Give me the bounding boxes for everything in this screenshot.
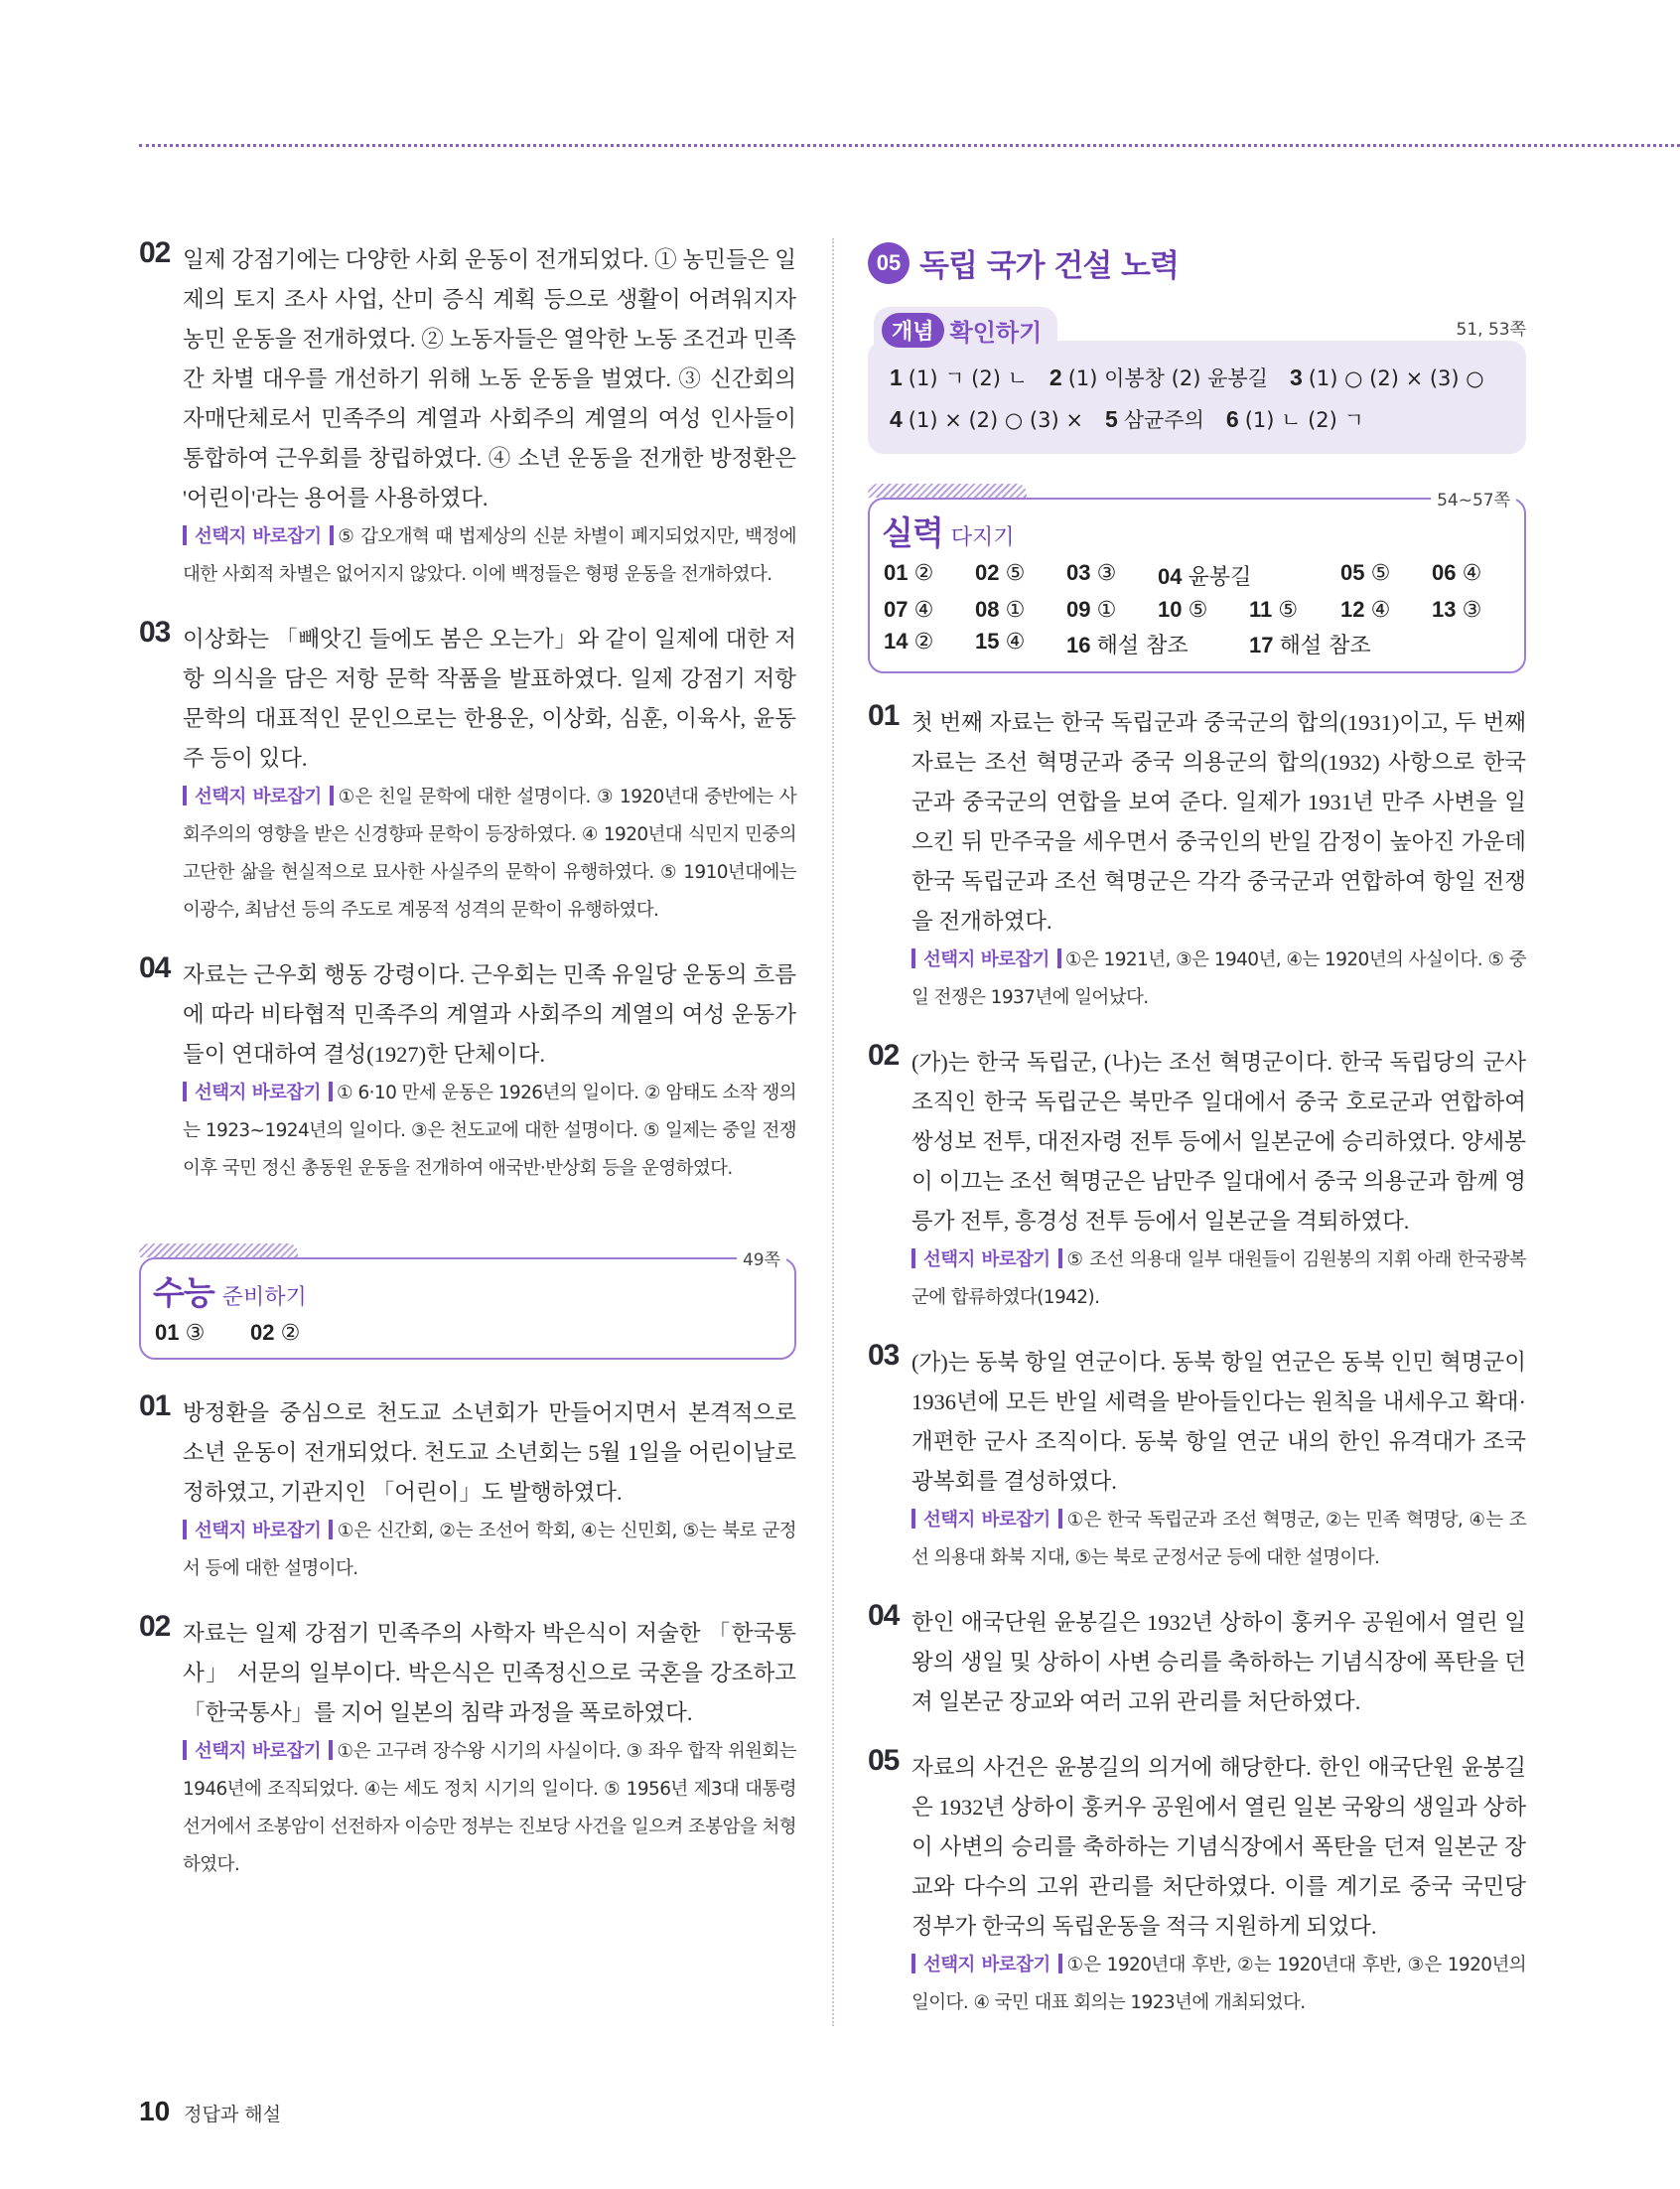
suneung-hatch [139,1243,298,1257]
suneung-title: 수능 [153,1273,214,1312]
answer-number: 04 [1158,564,1183,589]
question-item [139,1610,796,1884]
section-header [868,240,1526,285]
answer-number: 13 [1432,597,1457,622]
answer-value: ④ [1370,598,1391,623]
concept-row-2 [890,404,1364,434]
tag-bar-right [329,1082,333,1101]
page-footer [139,2096,281,2127]
tag-bar-right [1058,1954,1062,1973]
suneung-page-ref: 49쪽 [737,1245,786,1270]
answer-item [1066,629,1249,659]
question-item [139,951,797,1188]
answer-value: ⑤ [1005,561,1026,586]
question-item [868,1744,1526,2022]
tag-bar-left [183,1082,187,1101]
tag-text: 선택지 바로잡기 [923,949,1050,970]
answer-value: ③ [185,1321,206,1346]
answer-number: 05 [1340,560,1365,585]
tag-bar-left [911,1954,915,1973]
tag-text: 선택지 바로잡기 [923,1510,1050,1531]
answer-number: 01 [155,1320,180,1345]
tag-bar-right [330,786,334,805]
right-column [868,240,1526,2048]
choice-correction-tag [911,1249,1062,1270]
question-explanation: (가)는 한국 독립군, (나)는 조선 혁명군이다. 한국 독립당의 군사 조직인 한국 독립군은 북만주 일대에서 중국 호로군과 연합하여 쌍성보 전투, 대전자령 전투 등에서 일본군에 승리하였다. 양세봉이 이끄는 조선 혁명군은 남만주 일대에서 중국 의용군과 함께 영릉가 전투, 흥경성 전투 등에서 일본군을 격퇴하였다. [911,1050,1526,1234]
choice-correction-tag [911,1955,1062,1975]
choice-correction-text: ①은 신간회, ②는 조선어 학회, ④는 신민회, ⑤는 북로 군정서 등에 대한 설명이다. [183,1521,796,1579]
concept-answer [1290,366,1484,390]
concept-answer-value: 삼균주의 [1123,408,1204,432]
question-item [868,1039,1526,1317]
suneung-box [139,1250,796,1360]
choice-correction [911,1947,1526,2022]
answer-value: ④ [1005,630,1026,655]
answer-value: ⑤ [1188,598,1208,623]
answer-item [1158,597,1249,623]
answer-item [1066,597,1158,623]
answer-number: 12 [1340,597,1365,622]
right-question-list [868,699,1526,2022]
tag-bar-right [1057,949,1061,968]
answer-value: ④ [1462,561,1482,586]
answer-value: ⑤ [1278,598,1299,623]
question-explanation: 자료의 사건은 윤봉길의 의거에 해당한다. 한인 애국단원 윤봉길은 1932년 상하이 훙커우 공원에서 열린 일본 국왕의 생일과 상하이 사변의 승리를 축하하는 기념식장에서 폭탄을 던져 일본군 장교와 다수의 고위 관리를 처단하였다. 이를 계기로 중국 국민당 정부가 한국의 독립운동을 적극 지원하게 되었다. [911,1755,1526,1939]
question-number: 05 [868,1744,900,1777]
answer-value: ④ [913,598,934,623]
choice-correction [183,1075,796,1188]
answer-item [1249,629,1432,659]
question-number: 02 [868,1039,900,1072]
answer-item [975,597,1066,623]
question-explanation: 한인 애국단원 윤봉길은 1932년 상하이 훙커우 공원에서 열린 일왕의 생일 및 상하이 사변 승리를 축하하는 기념식장에 폭탄을 던져 일본군 장교와 여러 고위 관리를 처단하였다. [911,1610,1526,1714]
choice-correction-tag [183,1521,333,1541]
answer-number: 02 [975,560,1000,585]
question-item [868,699,1526,1017]
question-number: 04 [139,951,171,984]
concept-answer-value: (1) 이봉창 (2) 윤봉길 [1067,366,1268,390]
answer-number: 09 [1066,597,1091,622]
tag-text: 선택지 바로잡기 [195,526,322,547]
question-explanation: 이상화는 「빼앗긴 들에도 봄은 오는가」와 같이 일제에 대한 저항 의식을 담은 저항 문학 작품을 발표하였다. 일제 강점기 저항 문학의 대표적인 문인으로는 한용운, 이상화, 심훈, 이육사, 윤동주 등이 있다. [183,627,796,771]
answer-number: 17 [1249,633,1274,657]
question-number: 01 [139,1389,171,1422]
concept-check-box [868,307,1526,454]
suneung-answer-grid [141,1314,794,1358]
concept-answer [1050,366,1268,390]
concept-answer [890,408,1083,432]
tag-bar-right [1058,1509,1062,1529]
tag-bar-left [183,786,187,805]
answer-item [1340,560,1432,591]
choice-correction [183,518,796,594]
answer-item [884,597,975,623]
skill-title: 실력 [882,513,943,552]
concept-row-1 [890,363,1484,392]
column-divider [832,238,834,2026]
question-number: 01 [868,699,900,732]
concept-answer-number: 6 [1225,406,1239,432]
question-item [139,236,796,594]
concept-answer [890,366,1028,390]
answer-number: 03 [1066,560,1091,585]
question-number: 04 [868,1599,900,1632]
answer-number: 11 [1249,597,1273,622]
answer-number: 16 [1066,633,1091,657]
choice-correction-tag [911,1510,1062,1531]
choice-correction-text: ⑤ 갑오개혁 때 법제상의 신분 차별이 폐지되었지만, 백정에 대한 사회적 차별은 없어지지 않았다. 이에 백정들은 형평 운동을 전개하였다. [183,526,796,585]
concept-answer-value: (1) ○ (2) × (3) ○ [1308,366,1484,390]
answer-value: ② [913,561,934,586]
choice-correction [183,1513,796,1588]
choice-correction-text: ①은 1921년, ③은 1940년, ④는 1920년의 사실이다. ⑤ 중일 전쟁은 1937년에 일어났다. [911,949,1526,1008]
skill-subtitle: 다지기 [950,525,1015,550]
concept-answer [1105,408,1204,432]
question-number: 03 [139,616,171,649]
concept-answer [1226,408,1364,432]
tag-bar-left [183,1740,187,1760]
tag-bar-left [911,1248,915,1268]
question-number: 02 [139,1610,171,1643]
answer-item [975,629,1066,659]
choice-correction-text: ①은 고구려 장수왕 시기의 사실이다. ③ 좌우 합작 위원회는 1946년에 조직되었다. ④는 세도 정치 시기의 일이다. ⑤ 1956년 제3대 대통령 선거에서 조봉암이 선전하자 이승만 정부는 진보당 사건을 일으켜 조봉암을 처형하였다. [183,1741,796,1875]
question-explanation: 첫 번째 자료는 한국 독립군과 중국군의 합의(1931)이고, 두 번째 자료는 조선 혁명군과 중국 의용군의 합의(1932) 사항으로 한국군과 중국군의 연합을 보여 준다. 일제가 1931년 만주 사변을 일으킨 뒤 만주국을 세우면서 중국인의 반일 감정이 높아진 가운데 한국 독립군과 조선 혁명군은 각각 중국군과 연합하여 항일 전쟁을 전개하였다. [911,710,1526,934]
skill-hatch [868,484,1027,498]
top-dotted-rule [139,144,1680,147]
skill-page-ref: 54~57쪽 [1431,486,1516,511]
answer-number: 07 [884,597,909,622]
answer-number: 14 [884,629,909,654]
concept-answer-number: 5 [1104,406,1118,432]
question-explanation: 방정환을 중심으로 천도교 소년회가 만들어지면서 본격적으로 소년 운동이 전개되었다. 천도교 소년회는 5월 1일을 어린이날로 정하였고, 기관지인 「어린이」도 발행하였다. [183,1400,796,1505]
answer-number: 01 [884,560,909,585]
choice-correction-text: ①은 1920년대 후반, ②는 1920년대 후반, ③은 1920년의 일이다. ④ 국민 대표 회의는 1923년에 개최되었다. [911,1955,1526,2013]
skill-frame [868,491,1526,673]
choice-correction-tag [183,1741,333,1762]
skill-answer-grid [870,554,1524,671]
concept-page-ref: 51, 53쪽 [1456,320,1526,340]
answer-value: ⑤ [1370,561,1391,586]
choice-correction-tag [183,1083,333,1103]
section-badge: 05 [868,242,910,284]
concept-answer-number: 3 [1289,365,1303,390]
choice-correction-text: ⑤ 조선 의용대 일부 대원들이 김원봉의 지휘 아래 한국광복군에 합류하였다(1942). [911,1249,1526,1308]
answer-item [1249,597,1340,623]
tag-text: 선택지 바로잡기 [195,1083,321,1103]
left-question-list [139,236,797,1188]
question-item [139,1389,796,1588]
suneung-subtitle: 준비하기 [221,1285,307,1310]
answer-value: 해설 참조 [1096,634,1189,658]
suneung-frame [139,1250,796,1360]
concept-answer-number: 4 [890,406,903,432]
answer-value: ① [1096,598,1117,623]
concept-box-body [868,341,1526,454]
question-item [139,616,796,930]
choice-correction-tag [183,787,334,807]
suneung-question-list [139,1389,796,1884]
tag-bar-left [183,1520,187,1539]
answer-item [1158,560,1340,591]
left-column [139,236,797,1910]
answer-item [975,560,1066,591]
choice-correction [183,1733,796,1884]
choice-correction-tag [911,949,1061,970]
concept-answer-value: (1) × (2) ○ (3) × [908,408,1083,432]
answer-value: ② [913,630,934,655]
page-number: 10 [139,2096,171,2126]
answer-number: 08 [975,597,1000,622]
answer-number: 10 [1158,597,1183,622]
skill-header [870,500,1524,554]
tag-bar-left [183,525,187,545]
answer-number: 15 [975,629,1000,654]
tag-bar-left [911,949,915,968]
answer-item [1066,560,1158,591]
tag-text: 선택지 바로잡기 [195,1741,322,1762]
choice-correction [911,1241,1526,1317]
concept-answer-value: (1) ㄴ (2) ㄱ [1244,408,1364,432]
tag-text: 선택지 바로잡기 [195,1521,322,1541]
concept-answer-number: 2 [1049,365,1062,390]
question-number: 02 [139,236,171,269]
answer-item [1432,597,1523,623]
question-explanation: 자료는 근우회 행동 강령이다. 근우회는 민족 유일당 운동의 흐름에 따라 비타협적 민족주의 계열과 사회주의 계열의 여성 운동가들이 연대하여 결성(1927)한 단체이다. [183,962,796,1067]
answer-item [250,1320,346,1346]
choice-correction [911,1502,1526,1577]
question-explanation: (가)는 동북 항일 연군이다. 동북 항일 연군은 동북 인민 혁명군이 1936년에 모든 반일 세력을 받아들인다는 원칙을 내세우고 확대·개편한 군사 조직이다. 동북 항일 연군 내의 한인 유격대가 조국 광복회를 결성하였다. [911,1350,1526,1494]
question-explanation: 자료는 일제 강점기 민족주의 사학자 박은식이 저술한 「한국통사」 서문의 일부이다. 박은식은 민족정신으로 국혼을 강조하고 「한국통사」를 지어 일본의 침략 과정을 폭로하였다. [183,1621,796,1725]
choice-correction-text: ①은 한국 독립군과 조선 혁명군, ②는 민족 혁명당, ④는 조선 의용대 화북 지대, ⑤는 북로 군정서군 등에 대한 설명이다. [911,1510,1526,1568]
tag-text: 선택지 바로잡기 [195,787,322,807]
choice-correction [183,779,796,930]
footer-label: 정답과 해설 [184,2104,281,2125]
section-title: 독립 국가 건설 노력 [919,248,1179,284]
tag-bar-right [329,1740,333,1760]
answer-item [1432,560,1523,591]
tag-text: 선택지 바로잡기 [923,1249,1050,1270]
tag-bar-left [911,1509,915,1529]
tag-bar-right [330,525,334,545]
choice-correction-text: ①은 친일 문학에 대한 설명이다. ③ 1920년대 중반에는 사회주의의 영향을 받은 신경향파 문학이 등장하였다. ④ 1920년대 식민지 민중의 고단한 삶을 현실적으로 묘사한 사실주의 문학이 유행하였다. ⑤ 1910년대에는 이광수, 최남선 등의 주도로 계몽적 성격의 문학이 유행하였다. [183,787,796,921]
question-item [868,1339,1526,1577]
choice-correction [911,942,1526,1017]
skill-box [868,491,1526,673]
answer-value: ② [280,1321,301,1346]
answer-item [884,560,975,591]
answer-number: 06 [1432,560,1457,585]
concept-tab [874,307,1057,353]
concept-pill: 개념 [882,313,944,348]
answer-item [884,629,975,659]
question-explanation: 일제 강점기에는 다양한 사회 운동이 전개되었다. ① 농민들은 일제의 토지 조사 사업, 산미 증식 계획 등으로 생활이 어려워지자 농민 운동을 전개하였다. ② 노동자들은 열악한 노동 조건과 민족 간 차별 대우를 개선하기 위해 노동 운동을 벌였다. ③ 신간회의 자매단체로서 민족주의 계열과 사회주의 계열의 여성 인사들이 통합하여 근우회를 창립하였다. ④ 소년 운동을 전개한 방정환은 '어린이'라는 용어를 사용하였다. [183,247,796,511]
answer-value: 해설 참조 [1279,634,1371,658]
concept-label: 확인하기 [949,318,1043,347]
answer-item [1340,597,1432,623]
concept-answer-value: (1) ㄱ (2) ㄴ [908,366,1028,390]
suneung-header [141,1259,794,1314]
tag-text: 선택지 바로잡기 [923,1955,1050,1975]
answer-number: 02 [250,1320,275,1345]
answer-item [155,1320,250,1346]
question-number: 03 [868,1339,900,1372]
tag-bar-right [1058,1248,1062,1268]
question-item [868,1599,1526,1722]
answer-value: 윤봉길 [1188,565,1252,590]
choice-correction-text: ① 6·10 만세 운동은 1926년의 일이다. ② 암태도 소작 쟁의는 1923~1924년의 일이다. ③은 천도교에 대한 설명이다. ⑤ 일제는 중일 전쟁 이후 국민 정신 총동원 운동을 전개하여 애국반·반상회 등을 운영하였다. [183,1083,797,1179]
concept-answer-number: 1 [890,365,903,390]
answer-value: ③ [1096,561,1117,586]
answer-value: ① [1005,598,1026,623]
choice-correction-tag [183,526,334,547]
tag-bar-right [329,1520,333,1539]
answer-value: ③ [1462,598,1482,623]
